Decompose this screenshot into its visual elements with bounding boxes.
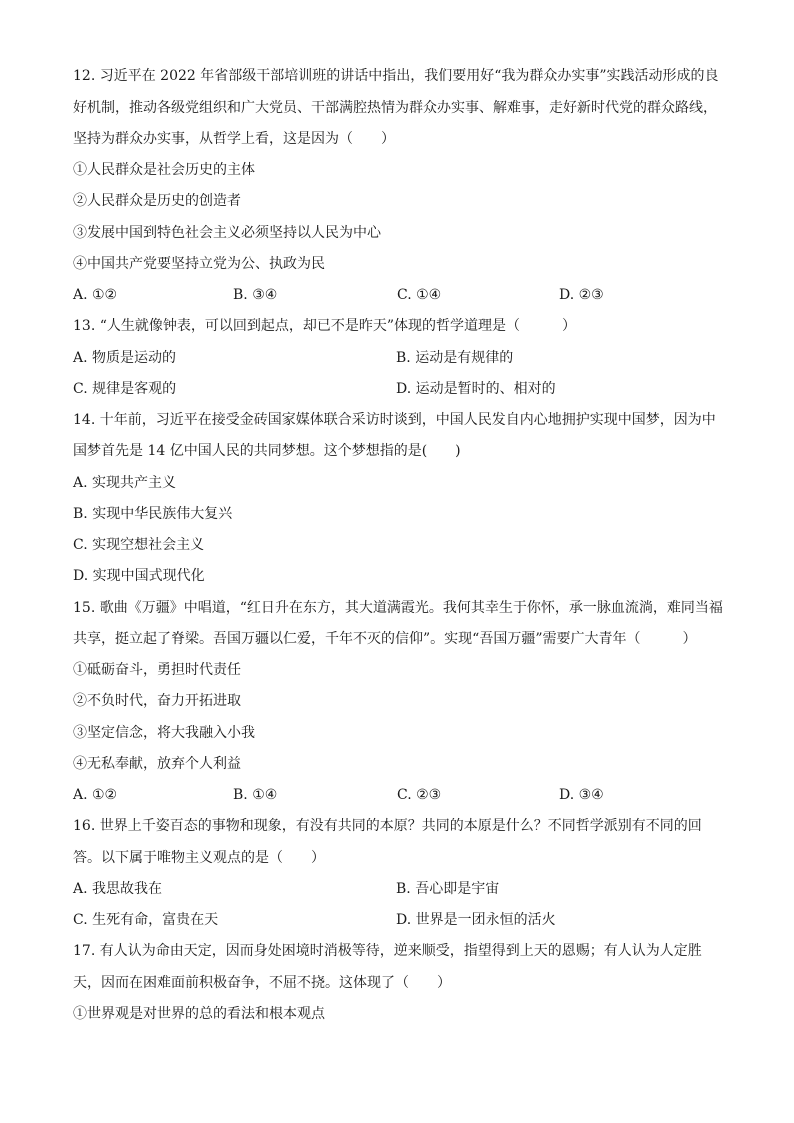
q12-option-a: A. ①② (73, 287, 118, 303)
q12-statement-1: ①人民群众是社会历史的主体 (73, 162, 255, 178)
q12-stem-line-1: 12. 习近平在 2022 年省部级干部培训班的讲话中指出，我们要用好“我为群众办实事”实践活动形成的良 (73, 68, 719, 84)
q15-stem-line-2: 共享，挺立起了脊梁。吾国万疆以仁爱，千年不灭的信仰”。实现“吾国万疆”需要广大青年（ ） (73, 631, 697, 647)
q12-option-c: C. ①④ (397, 287, 442, 303)
q16-options-row-2 (73, 912, 721, 928)
q12-statement-4: ④中国共产党要坚持立党为公、执政为民 (73, 256, 325, 272)
q15-option-a: A. ①② (73, 787, 118, 803)
q16-option-b: B. 吾心即是宇宙 (396, 881, 500, 897)
q13-options-row-2 (73, 381, 721, 397)
q13-option-d: D. 运动是暂时的、相对的 (396, 381, 556, 397)
q14-stem-line-1: 14. 十年前，习近平在接受金砖国家媒体联合采访时谈到，中国人民发自内心地拥护实现中国梦，因为中 (73, 412, 716, 428)
q13-option-b: B. 运动是有规律的 (396, 350, 514, 366)
q16-options-row-1 (73, 881, 721, 897)
q14-option-b: B. 实现中华民族伟大复兴 (73, 506, 233, 522)
q15-statement-3: ③坚定信念，将大我融入小我 (73, 725, 255, 741)
q17-statement-1: ①世界观是对世界的总的看法和根本观点 (73, 1006, 325, 1022)
q16-stem-line-2: 答。以下属于唯物主义观点的是（ ） (73, 850, 325, 866)
q12-options (73, 287, 721, 303)
q13-option-a: A. 物质是运动的 (73, 350, 177, 366)
q15-option-d: D. ③④ (559, 787, 604, 803)
q13-option-c: C. 规律是客观的 (73, 381, 177, 397)
q15-option-c: C. ②③ (397, 787, 442, 803)
q14-option-d: D. 实现中国式现代化 (73, 568, 205, 584)
q12-stem-line-2: 好机制，推动各级党组织和广大党员、干部满腔热情为群众办实事、解难事，走好新时代党的群众路线， (73, 100, 717, 116)
q14-option-a: A. 实现共产主义 (73, 475, 177, 491)
q17-stem-line-1: 17. 有人认为命由天定，因而身处困境时消极等待，逆来顺受，指望得到上天的恩赐；有人认为人定胜 (73, 943, 702, 959)
q12-statement-3: ③发展中国到特色社会主义必须坚持以人民为中心 (73, 225, 381, 241)
q14-option-c: C. 实现空想社会主义 (73, 537, 205, 553)
q15-options (73, 787, 721, 803)
q12-stem-line-3: 坚持为群众办实事，从哲学上看，这是因为（ ） (73, 131, 395, 147)
q15-option-b: B. ①④ (233, 787, 278, 803)
q15-stem-line-1: 15. 歌曲《万疆》中唱道，“红日升在东方，其大道满霞光。我何其幸生于你怀，承一脉血流淌，难同当福 (73, 600, 723, 616)
q14-stem-line-2: 国梦首先是 14 亿中国人民的共同梦想。这个梦想指的是( ) (73, 443, 461, 459)
q17-stem-line-2: 天，因而在困难面前积极奋争，不屈不挠。这体现了（ ） (73, 975, 451, 991)
q16-option-a: A. 我思故我在 (73, 881, 163, 897)
q16-stem-line-1: 16. 世界上千姿百态的事物和现象，有没有共同的本原？共同的本原是什么？不同哲学派别有不同的回 (73, 818, 702, 834)
q15-statement-2: ②不负时代，奋力开拓进取 (73, 693, 241, 709)
q12-option-b: B. ③④ (233, 287, 278, 303)
q16-option-c: C. 生死有命，富贵在天 (73, 912, 219, 928)
q13-options-row-1 (73, 350, 721, 366)
q16-option-d: D. 世界是一团永恒的活火 (396, 912, 556, 928)
q12-option-d: D. ②③ (559, 287, 604, 303)
q13-stem-line-1: 13. “人生就像钟表，可以回到起点，却已不是昨天”体现的哲学道理是（ ） (73, 318, 577, 334)
q12-statement-2: ②人民群众是历史的创造者 (73, 193, 241, 209)
q15-statement-4: ④无私奉献，放弃个人利益 (73, 756, 241, 772)
q15-statement-1: ①砥砺奋斗，勇担时代责任 (73, 662, 241, 678)
